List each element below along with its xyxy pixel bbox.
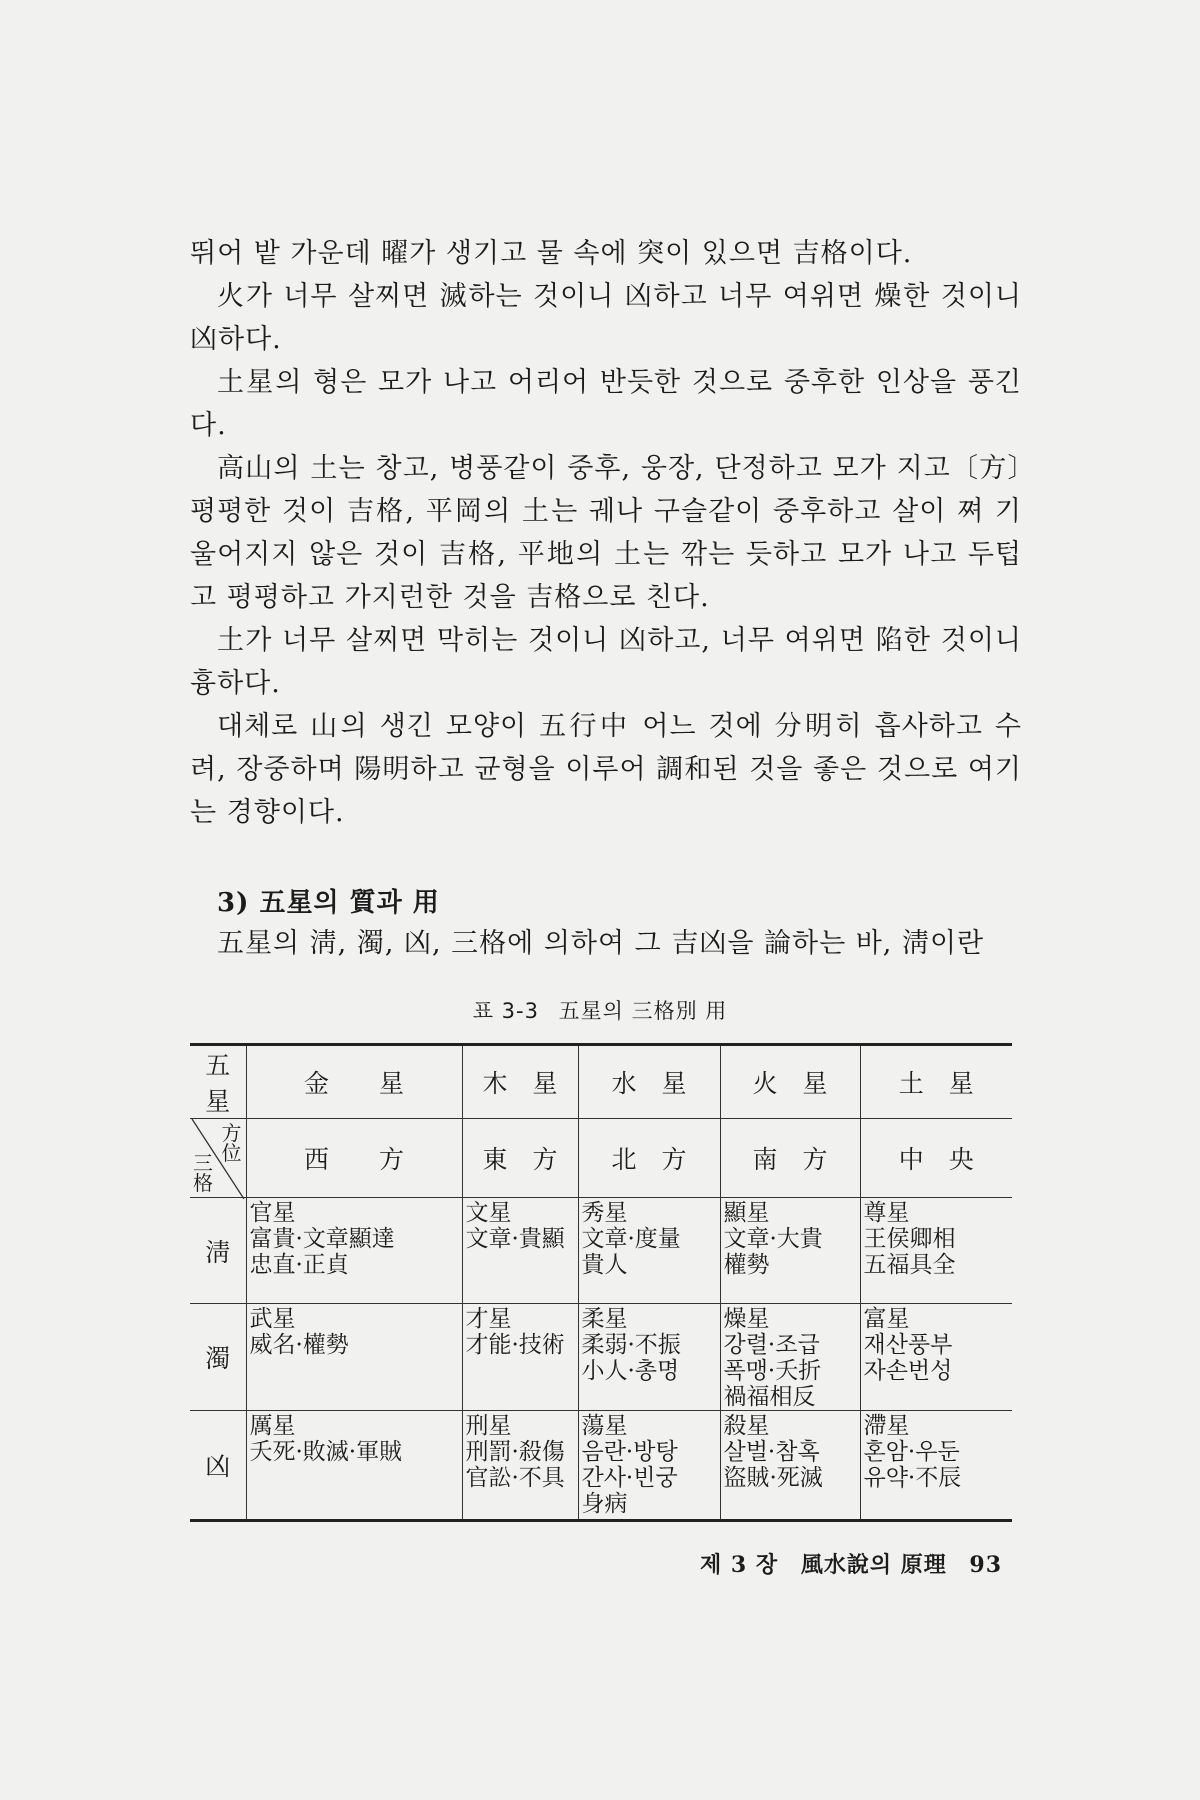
cell-line: 혼암·우둔	[863, 1439, 960, 1465]
cell-line: 秀星	[581, 1200, 628, 1226]
cell-line: 文星	[465, 1200, 512, 1226]
paragraph: 뛰어 밭 가운데 曜가 생기고 물 속에 突이 있으면 吉格이다.	[190, 238, 913, 269]
table-row	[190, 1198, 1012, 1304]
grade-label: 凶	[190, 1411, 246, 1521]
paragraph: 대체로 山의 생긴 모양이 五行中 어느 것에 分明히 흡사하고 수려, 장중하며 陽明하고 균형을 이루어 調和된 것을 좋은 것으로 여기는 경향이다.	[190, 711, 1022, 828]
grade-label: 淸	[190, 1198, 246, 1304]
table-cell	[246, 1411, 462, 1521]
cell-line: 柔星	[581, 1306, 628, 1332]
direction-east: 東 方	[462, 1119, 578, 1198]
table-cell	[462, 1304, 578, 1411]
table-number: 표 3-3	[472, 999, 539, 1023]
cell-line: 威名·權勢	[249, 1332, 349, 1358]
diagonal-corner-cell	[190, 1119, 246, 1198]
direction-row	[190, 1119, 1012, 1198]
cell-line: 忠直·正貞	[249, 1252, 349, 1278]
table-cell	[462, 1411, 578, 1521]
table-cell	[578, 1198, 720, 1304]
cell-line: 官訟·不具	[465, 1465, 565, 1491]
corner-top-label: 方位	[221, 1121, 242, 1165]
corner-bottom-label: 三格	[193, 1151, 213, 1195]
cell-line: 강렬·조급	[723, 1332, 820, 1358]
cell-line: 刑罰·殺傷	[465, 1439, 565, 1465]
cell-line: 재산풍부	[863, 1332, 953, 1358]
five-stars-table	[190, 1043, 1012, 1522]
cell-line: 文章·度量	[581, 1226, 681, 1252]
cell-line: 五福具全	[863, 1252, 956, 1278]
table-cell	[246, 1304, 462, 1411]
cell-line: 盜賊·死滅	[723, 1465, 823, 1491]
cell-line: 身病	[581, 1491, 628, 1517]
section-text-block	[190, 922, 1022, 965]
cell-line: 文章·大貴	[723, 1226, 823, 1252]
grade-rows	[190, 1198, 1012, 1521]
cell-line: 자손번성	[863, 1358, 953, 1384]
header-earth-star: 土 星	[860, 1045, 1012, 1119]
body-text-block	[190, 232, 1022, 834]
cell-line: 才能·技術	[465, 1332, 565, 1358]
table-cell	[860, 1198, 1012, 1304]
chapter-title: 風水說의 原理	[800, 1552, 947, 1578]
cell-line: 柔弱·不振	[581, 1332, 681, 1358]
table-cell	[462, 1198, 578, 1304]
cell-line: 殺星	[723, 1413, 770, 1439]
cell-line: 才星	[465, 1306, 512, 1332]
cell-line: 蕩星	[581, 1413, 628, 1439]
table-caption	[0, 995, 1200, 1025]
table-cell	[860, 1304, 1012, 1411]
cell-line: 武星	[249, 1306, 296, 1332]
cell-line: 小人·총명	[581, 1358, 680, 1384]
paragraph: 火가 너무 살찌면 滅하는 것이니 凶하고 너무 여위면 燥한 것이니 凶하다.	[190, 281, 1022, 355]
cell-line: 刑星	[465, 1413, 512, 1439]
direction-center: 中 央	[860, 1119, 1012, 1198]
table-row	[190, 1411, 1012, 1521]
cell-line: 厲星	[249, 1413, 296, 1439]
direction-south: 南 方	[720, 1119, 860, 1198]
paragraph: 土가 너무 살찌면 막히는 것이니 凶하고, 너무 여위면 陷한 것이니 흉하다.	[190, 625, 1022, 699]
cell-line: 顯星	[723, 1200, 770, 1226]
table-cell	[578, 1304, 720, 1411]
cell-line: 폭맹·夭折	[723, 1358, 822, 1384]
chapter-label: 제 3 장	[700, 1552, 779, 1578]
header-metal-star: 金 星	[246, 1045, 462, 1119]
table-cell	[246, 1198, 462, 1304]
cell-line: 王侯卿相	[863, 1226, 956, 1252]
header-water-star: 水 星	[578, 1045, 720, 1119]
paragraph: 高山의 土는 창고, 병풍같이 중후, 웅장, 단정하고 모가 지고〔方〕평평한 것이 吉格, 平岡의 土는 궤나 구슬같이 중후하고 살이 쪄 기울어지지 않은 것이 吉格, 平地의 土는 깎는 듯하고 모가 나고 두텁고 평평하고 가지런한 것을 吉格으로 친다.	[190, 453, 1022, 613]
cell-line: 權勢	[723, 1252, 770, 1278]
cell-line: 음란·방탕	[581, 1439, 678, 1465]
cell-line: 유약·不辰	[863, 1465, 962, 1491]
header-wood-star: 木 星	[462, 1045, 578, 1119]
cell-line: 夭死·敗滅·軍賊	[249, 1439, 403, 1465]
table-cell	[720, 1304, 860, 1411]
cell-line: 滯星	[863, 1413, 910, 1439]
cell-line: 貴人	[581, 1252, 628, 1278]
table-cell	[578, 1411, 720, 1521]
header-fire-star: 火 星	[720, 1045, 860, 1119]
cell-line: 살벌·참혹	[723, 1439, 820, 1465]
cell-line: 官星	[249, 1200, 296, 1226]
table-title: 五星의 三格別 用	[558, 999, 728, 1023]
cell-line: 尊星	[863, 1200, 910, 1226]
table-cell	[720, 1198, 860, 1304]
table-row	[190, 1304, 1012, 1411]
table-header-row	[190, 1045, 1012, 1119]
cell-line: 文章·貴顯	[465, 1226, 565, 1252]
page-footer	[700, 1548, 1016, 1579]
paragraph: 五星의 淸, 濁, 凶, 三格에 의하여 그 吉凶을 論하는 바, 淸이란	[217, 928, 985, 959]
table-cell	[720, 1411, 860, 1521]
cell-line: 禍福相反	[723, 1384, 816, 1410]
cell-line: 燥星	[723, 1306, 770, 1332]
cell-line: 富星	[863, 1306, 910, 1332]
direction-north: 北 方	[578, 1119, 720, 1198]
grade-label: 濁	[190, 1304, 246, 1411]
page-number: 93	[969, 1552, 1003, 1578]
direction-west: 西 方	[246, 1119, 462, 1198]
corner-header: 五星	[190, 1045, 246, 1119]
table-cell	[860, 1411, 1012, 1521]
cell-line: 富貴·文章顯達	[249, 1226, 395, 1252]
cell-line: 간사·빈궁	[581, 1465, 678, 1491]
section-heading: 3) 五星의 質과 用	[217, 888, 440, 918]
paragraph: 土星의 형은 모가 나고 어리어 반듯한 것으로 중후한 인상을 풍긴다.	[190, 367, 1022, 441]
